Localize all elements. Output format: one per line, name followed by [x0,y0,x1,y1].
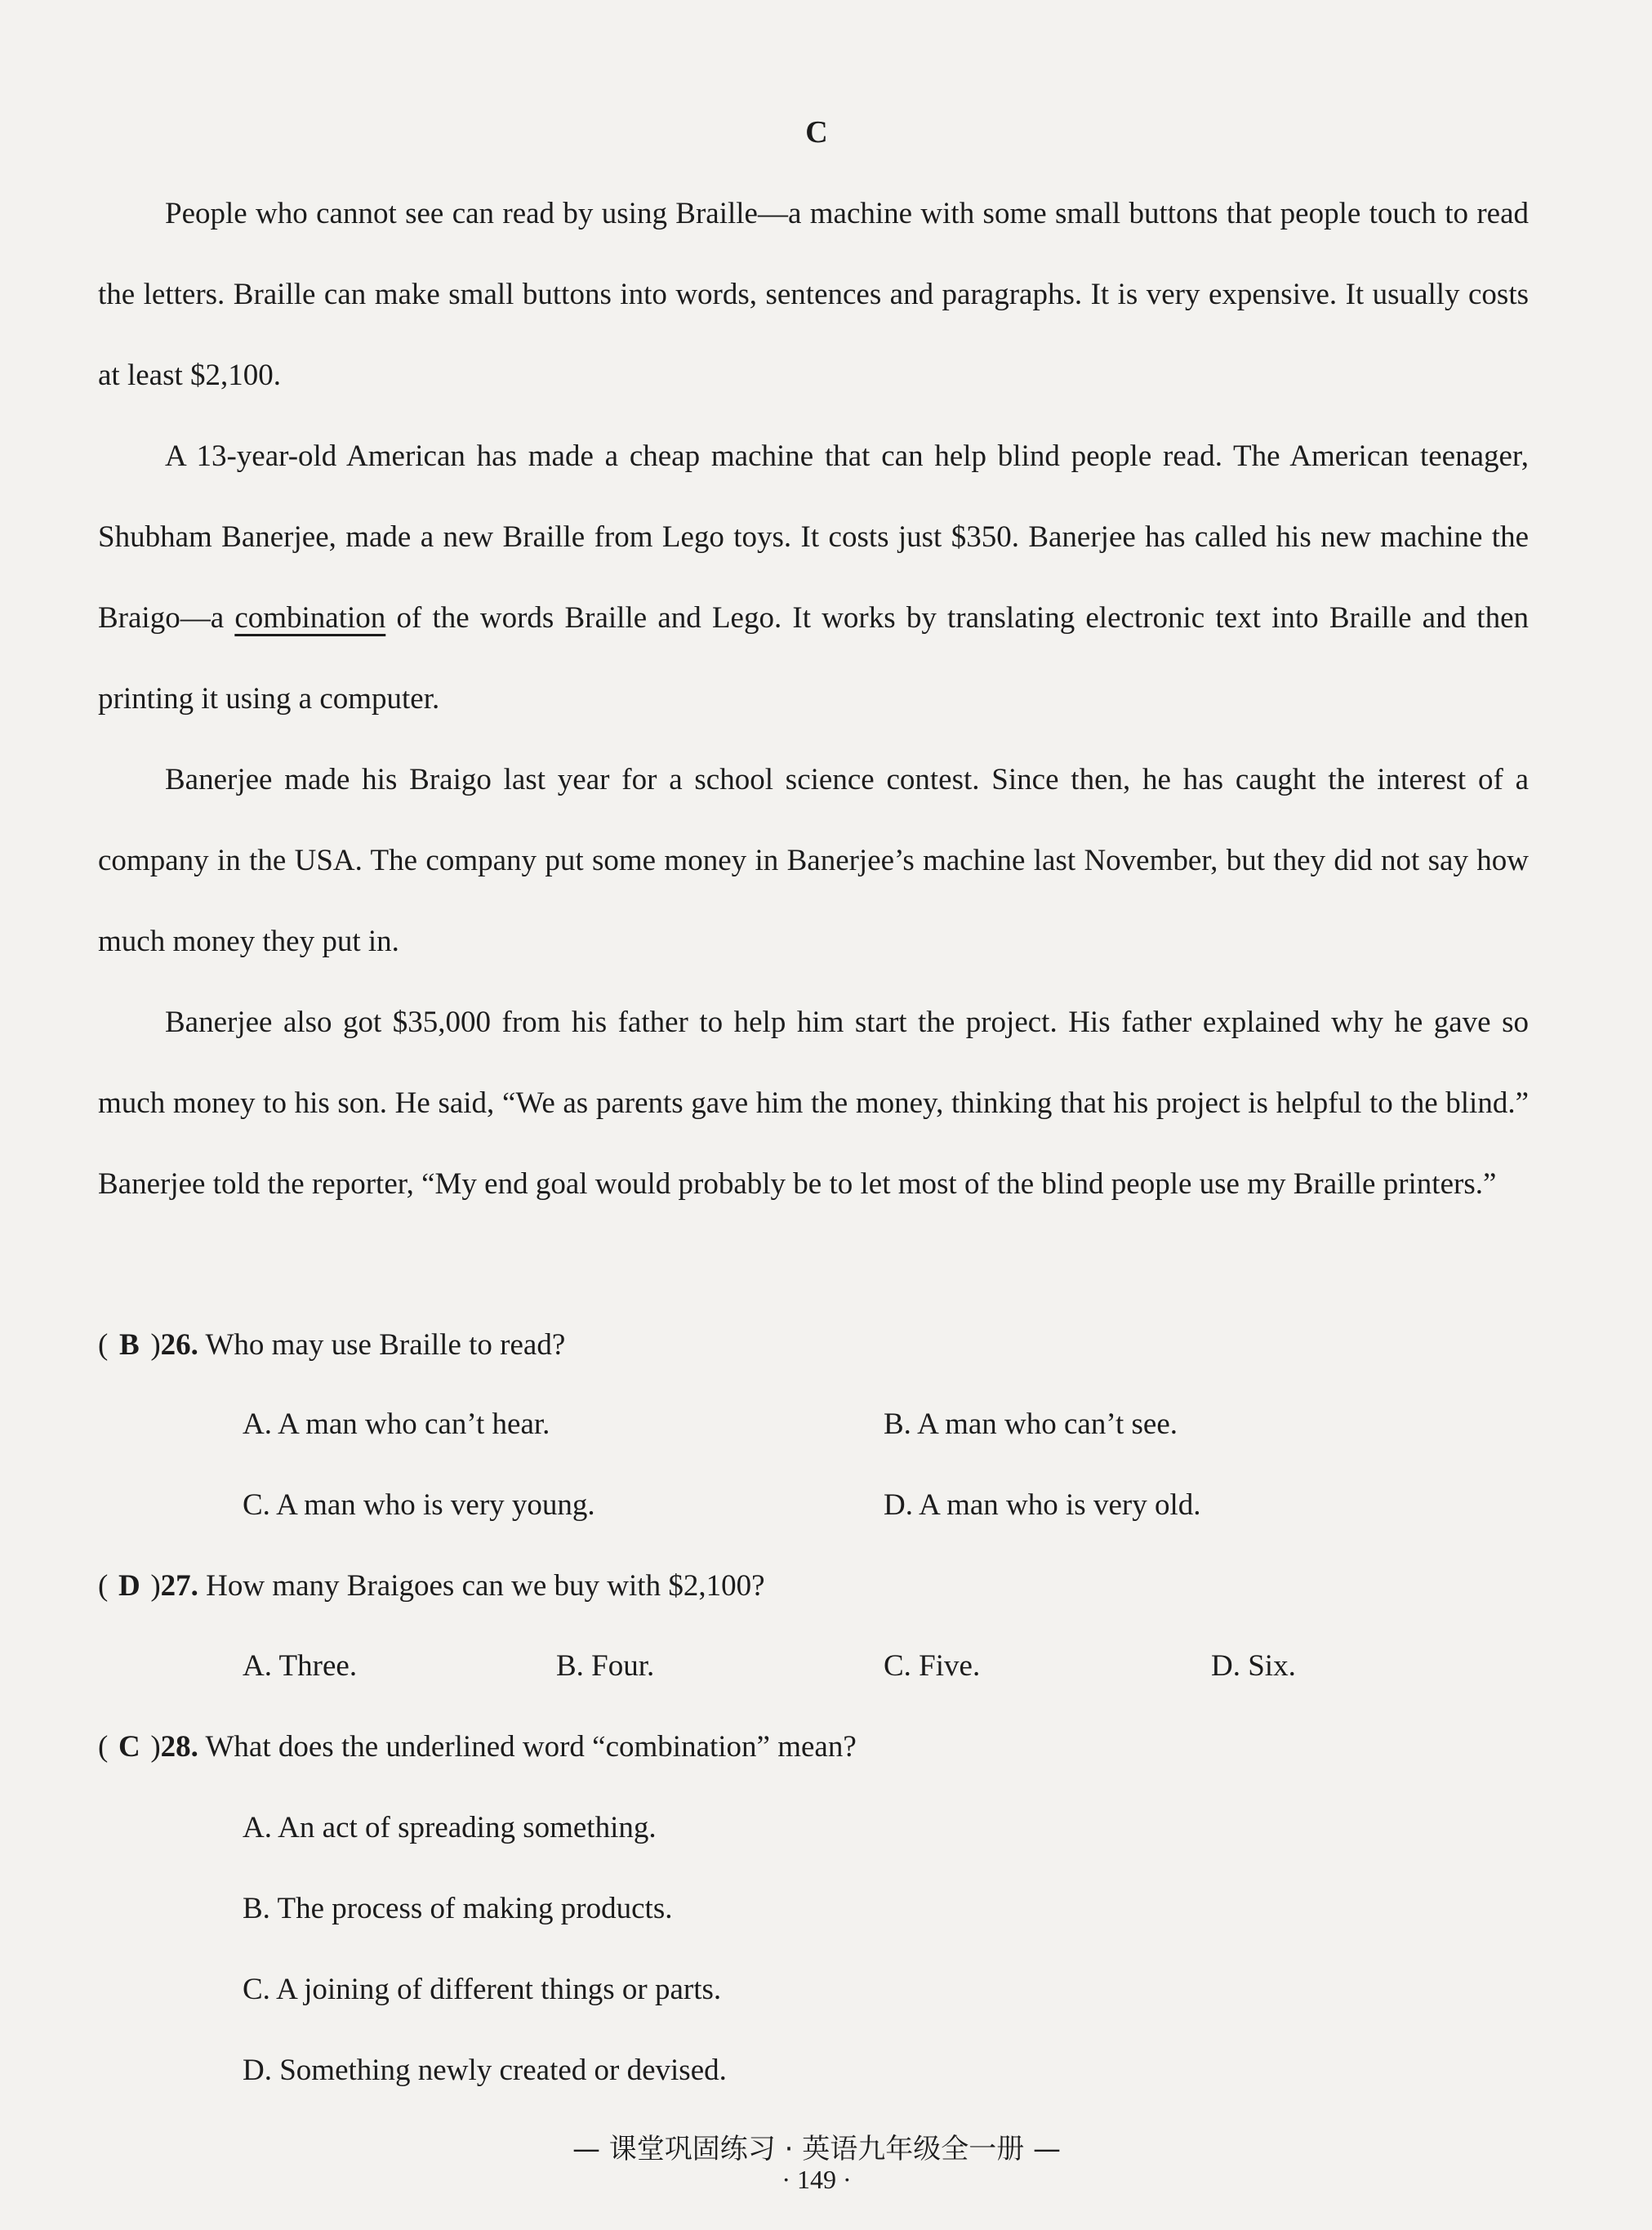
question-text-26: Who may use Braille to read? [205,1328,566,1362]
question-26 [98,1327,565,1363]
answer-bracket-close: ) [150,1569,161,1603]
question-number-26: 26. [160,1328,198,1362]
option-27-d: D. Six. [1211,1649,1296,1683]
option-27-b: B. Four. [556,1649,655,1683]
option-28-d: D. Something newly created or devised. [243,2054,727,2087]
page-number: · 149 · [781,2165,852,2194]
answer-28: C [118,1730,140,1764]
option-26-a: A. A man who can’t hear. [243,1407,550,1441]
option-28-a: A. An act of spreading something. [243,1811,657,1844]
paragraph-2-part-2: of the words Braille and Lego. It works by translating electronic text into Braille and then printing it using a computer. [98,601,1529,716]
question-text-28: What does the underlined word “combination” mean? [205,1730,857,1764]
question-number-27: 27. [160,1569,198,1603]
option-28-b: B. The process of making products. [243,1892,673,1925]
answer-bracket-close: ) [150,1730,161,1764]
paragraph-2 [98,416,1529,739]
option-26-c: C. A man who is very young. [243,1488,595,1522]
footer-book-title: — 课堂巩固练习 · 英语九年级全一册 — [572,2133,1062,2165]
paragraph-3: Banerjee made his Braigo last year for a school science contest. Since then, he has caught the interest of a company in the USA. The company put some money in Banerjee’s machine last November, but they did not say how much money they put in. [98,763,1529,958]
section-heading: C [805,115,828,149]
paragraph-4: Banerjee also got $35,000 from his father to help him start the project. His father explained why he gave so much money to his son. He said, “We as parents gave him the money, thinking that his project is helpful to the blind.” Banerjee told the reporter, “My end goal would probably be to let most of the blind people use my Braille printers.” [98,1006,1529,1201]
paragraph-1: People who cannot see can read by using Braille—a machine with some small buttons that people touch to read the letters. Braille can make small buttons into words, sentences and paragraphs. It is very expensive. It usually costs at least $2,100. [98,197,1529,392]
question-number-28: 28. [160,1730,198,1764]
answer-bracket: ( [98,1569,109,1603]
question-text-27: How many Braigoes can we buy with $2,100? [206,1569,765,1603]
paragraph-2-part-1: A 13-year-old American has made a cheap machine that can help blind people read. The American teenager, Shubham Banerjee, made a new Braille from Lego toys. It costs just $350. Banerjee has called his new machine the Braigo—a [98,439,1529,635]
option-26-d: D. A man who is very old. [884,1488,1201,1522]
answer-bracket: ( [98,1328,109,1362]
option-27-a: A. Three. [243,1649,358,1683]
answer-bracket: ( [98,1730,109,1764]
answer-bracket-close: ) [150,1328,161,1362]
answer-27: D [118,1569,140,1603]
option-28-c: C. A joining of different things or parts. [243,1973,722,2006]
question-28 [98,1729,857,1764]
option-26-b: B. A man who can’t see. [884,1407,1178,1441]
answer-26: B [118,1328,140,1362]
option-27-c: C. Five. [884,1649,981,1683]
question-27 [98,1568,765,1603]
underlined-word: combination [234,601,386,635]
